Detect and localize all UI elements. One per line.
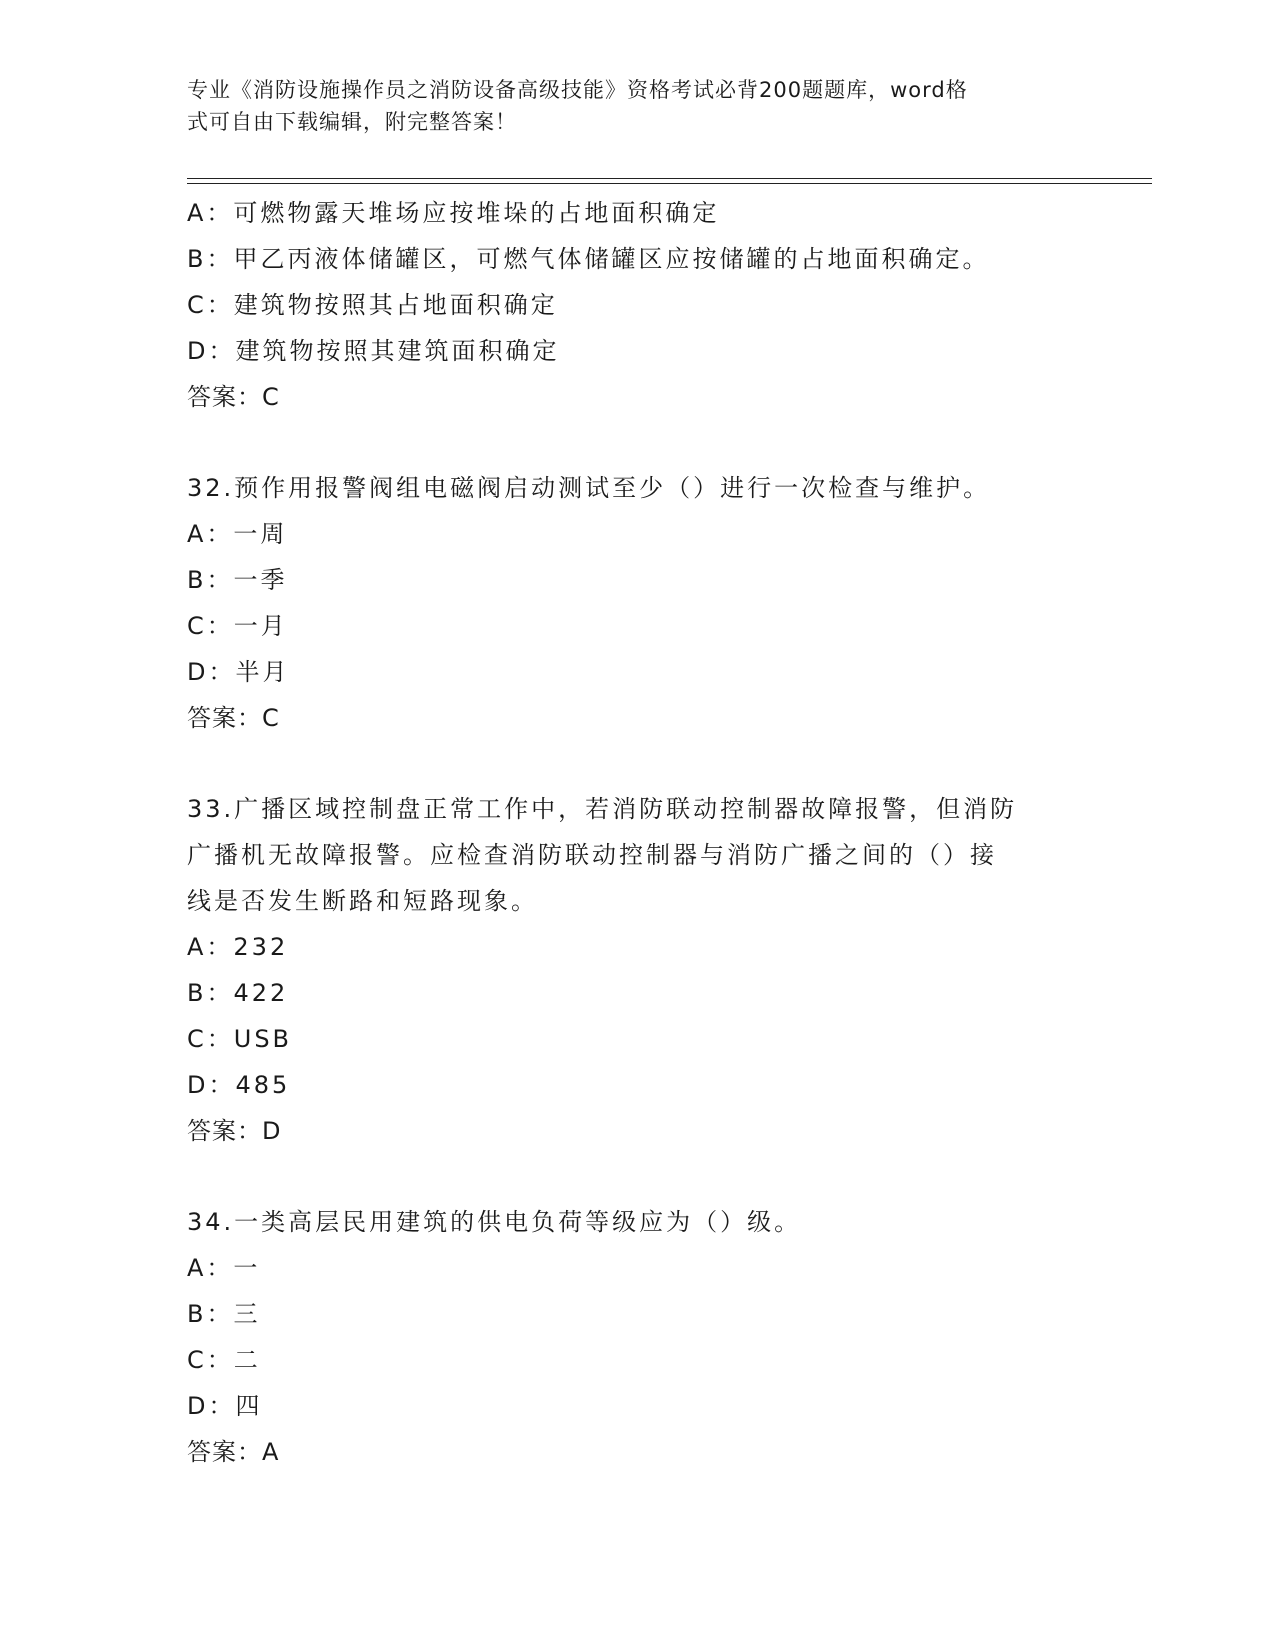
document-header — [187, 74, 1067, 138]
option-a: A：一周 — [187, 520, 288, 548]
header-line-2: 式可自由下载编辑，附完整答案！ — [187, 110, 517, 134]
option-c: C：建筑物按照其占地面积确定 — [187, 291, 558, 319]
option-c: C：二 — [187, 1346, 261, 1374]
option-b: B：三 — [187, 1300, 261, 1328]
option-c: C：一月 — [187, 612, 288, 640]
question-block-31 — [187, 190, 1087, 420]
question-block-33 — [187, 786, 1087, 1154]
question-title: 34.一类高层民用建筑的供电负荷等级应为（）级。 — [187, 1208, 802, 1236]
question-block-32 — [187, 465, 1087, 741]
option-a: A：232 — [187, 933, 289, 961]
header-divider-top — [187, 178, 1152, 179]
question-title-line-3: 线是否发生断路和短路现象。 — [187, 887, 538, 915]
question-title: 32.预作用报警阀组电磁阀启动测试至少（）进行一次检查与维护。 — [187, 474, 991, 502]
answer: 答案：C — [187, 383, 280, 411]
header-divider-bottom — [187, 183, 1152, 184]
question-list — [187, 190, 1087, 1475]
option-c: C：USB — [187, 1025, 293, 1053]
option-a: A：可燃物露天堆场应按堆垛的占地面积确定 — [187, 199, 720, 227]
option-b: B：422 — [187, 979, 289, 1007]
option-d: D：半月 — [187, 658, 290, 686]
option-b: B：一季 — [187, 566, 288, 594]
option-d: D：485 — [187, 1071, 291, 1099]
answer: 答案：A — [187, 1438, 280, 1466]
answer: 答案：D — [187, 1117, 282, 1145]
question-block-34 — [187, 1199, 1087, 1475]
header-line-1: 专业《消防设施操作员之消防设备高级技能》资格考试必背200题题库，word格 — [187, 78, 968, 102]
option-d: D：建筑物按照其建筑面积确定 — [187, 337, 560, 365]
option-d: D：四 — [187, 1392, 263, 1420]
question-title-line-1: 33.广播区域控制盘正常工作中，若消防联动控制器故障报警，但消防 — [187, 795, 1018, 823]
question-title-line-2: 广播机无故障报警。应检查消防联动控制器与消防广播之间的（）接 — [187, 841, 997, 869]
option-b: B：甲乙丙液体储罐区，可燃气体储罐区应按储罐的占地面积确定。 — [187, 245, 990, 273]
answer: 答案：C — [187, 704, 280, 732]
option-a: A：一 — [187, 1254, 261, 1282]
